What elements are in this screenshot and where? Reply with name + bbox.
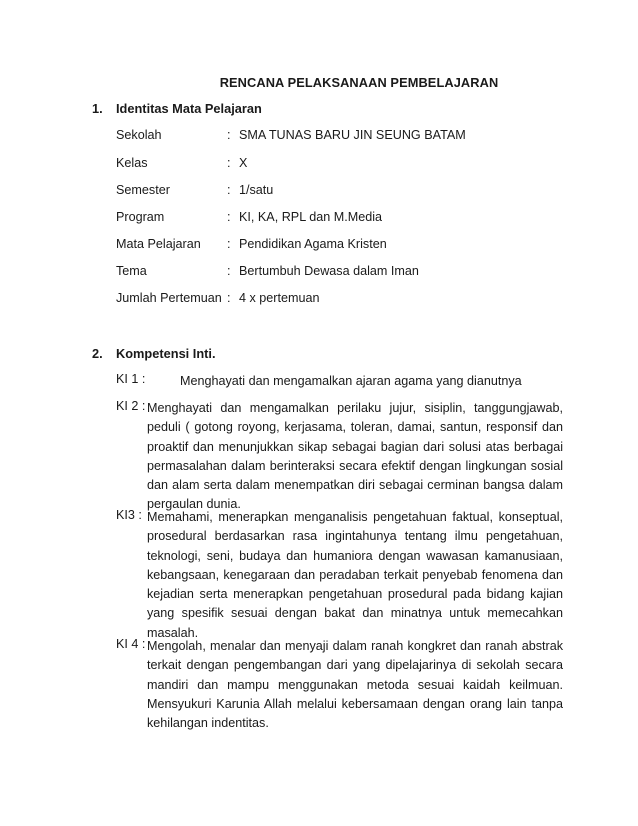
ki-1-item bbox=[116, 372, 563, 391]
identity-row-sekolah bbox=[116, 128, 596, 146]
section-2-heading bbox=[92, 346, 216, 361]
identity-colon: : bbox=[227, 128, 231, 142]
identity-colon: : bbox=[227, 183, 231, 197]
ki-2-item bbox=[116, 399, 563, 515]
identity-row-mata-pelajaran bbox=[116, 237, 596, 255]
identity-value: X bbox=[239, 156, 248, 170]
ki-4-label: KI 4 : bbox=[116, 637, 146, 651]
identity-label: Program bbox=[116, 210, 165, 224]
identity-label: Semester bbox=[116, 183, 170, 197]
identity-colon: : bbox=[227, 156, 231, 170]
ki-4-text: Mengolah, menalar dan menyaji dalam ranah kongkret dan ranah abstrak terkait dengan pengembangan dari yang dipelajarinya di sekolah secara mandiri dan mampu menggunakan metoda sesuai kaidah keilmuan. Mensyukuri Karunia Allah melalui kebersamaan dengan orang lain tanpa kehilangan indentitas. bbox=[147, 639, 563, 731]
identity-label: Sekolah bbox=[116, 128, 162, 142]
ki-3-label: KI3 : bbox=[116, 508, 142, 522]
identity-row-semester bbox=[116, 183, 596, 201]
identity-colon: : bbox=[227, 291, 231, 305]
section-1-number: 1. bbox=[92, 101, 103, 116]
ki-3-text: Memahami, menerapkan menganalisis pengetahuan faktual, konseptual, prosedural berdasarkan rasa ingintahunya tentang ilmu pengetahuan, teknologi, seni, budaya dan humaniora dengan wawasan kamanusiaan, kebangsaan, kenegaraan dan peradaban terkait penyebab fenomena dan kejadian serta menerapkan pengetahuan prosedural pada bidang kajian yang spesifik sesuai dengan bakat dan minatnya untuk memecahkan masalah. bbox=[147, 510, 563, 640]
identity-value: Pendidikan Agama Kristen bbox=[239, 237, 387, 251]
ki-3-item bbox=[116, 508, 563, 643]
identity-value: Bertumbuh Dewasa dalam Iman bbox=[239, 264, 419, 278]
section-2-title: Kompetensi Inti. bbox=[116, 346, 216, 361]
ki-4-item bbox=[116, 637, 563, 733]
ki-1-label: KI 1 : bbox=[116, 372, 146, 386]
section-1-heading bbox=[92, 101, 262, 116]
identity-label: Tema bbox=[116, 264, 147, 278]
identity-value: KI, KA, RPL dan M.Media bbox=[239, 210, 383, 224]
identity-value: 1/satu bbox=[239, 183, 274, 197]
identity-value: SMA TUNAS BARU JIN SEUNG BATAM bbox=[239, 128, 466, 142]
ki-1-text: Menghayati dan mengamalkan ajaran agama yang dianutnya bbox=[180, 374, 522, 388]
identity-colon: : bbox=[227, 237, 231, 251]
ki-2-label: KI 2 : bbox=[116, 399, 146, 413]
section-2-number: 2. bbox=[92, 346, 103, 361]
document-title: RENCANA PELAKSANAAN PEMBELAJARAN bbox=[219, 75, 499, 90]
identity-colon: : bbox=[227, 264, 231, 278]
identity-label: Mata Pelajaran bbox=[116, 237, 201, 251]
identity-row-program bbox=[116, 210, 596, 228]
identity-value: 4 x pertemuan bbox=[239, 291, 320, 305]
identity-row-kelas bbox=[116, 156, 596, 174]
section-1-title: Identitas Mata Pelajaran bbox=[116, 101, 262, 116]
identity-label: Kelas bbox=[116, 156, 148, 170]
identity-row-tema bbox=[116, 264, 596, 282]
ki-2-text: Menghayati dan mengamalkan perilaku jujur, sisiplin, tanggungjawab, peduli ( gotong royong, kerjasama, toleran, damai, santun, responsif dan proaktif dan menunjukkan sikap sebagai bagian dari solusi atas berbagai permasalahan dalam berinteraksi secara efektif dengan lingkungan sosial dan alam serta dalam menempatkan diri sebagai cerminan bangsa dalam pergaulan dunia. bbox=[147, 401, 563, 512]
identity-row-jumlah-pertemuan bbox=[116, 291, 596, 309]
identity-label: Jumlah Pertemuan bbox=[116, 291, 222, 305]
identity-colon: : bbox=[227, 210, 231, 224]
